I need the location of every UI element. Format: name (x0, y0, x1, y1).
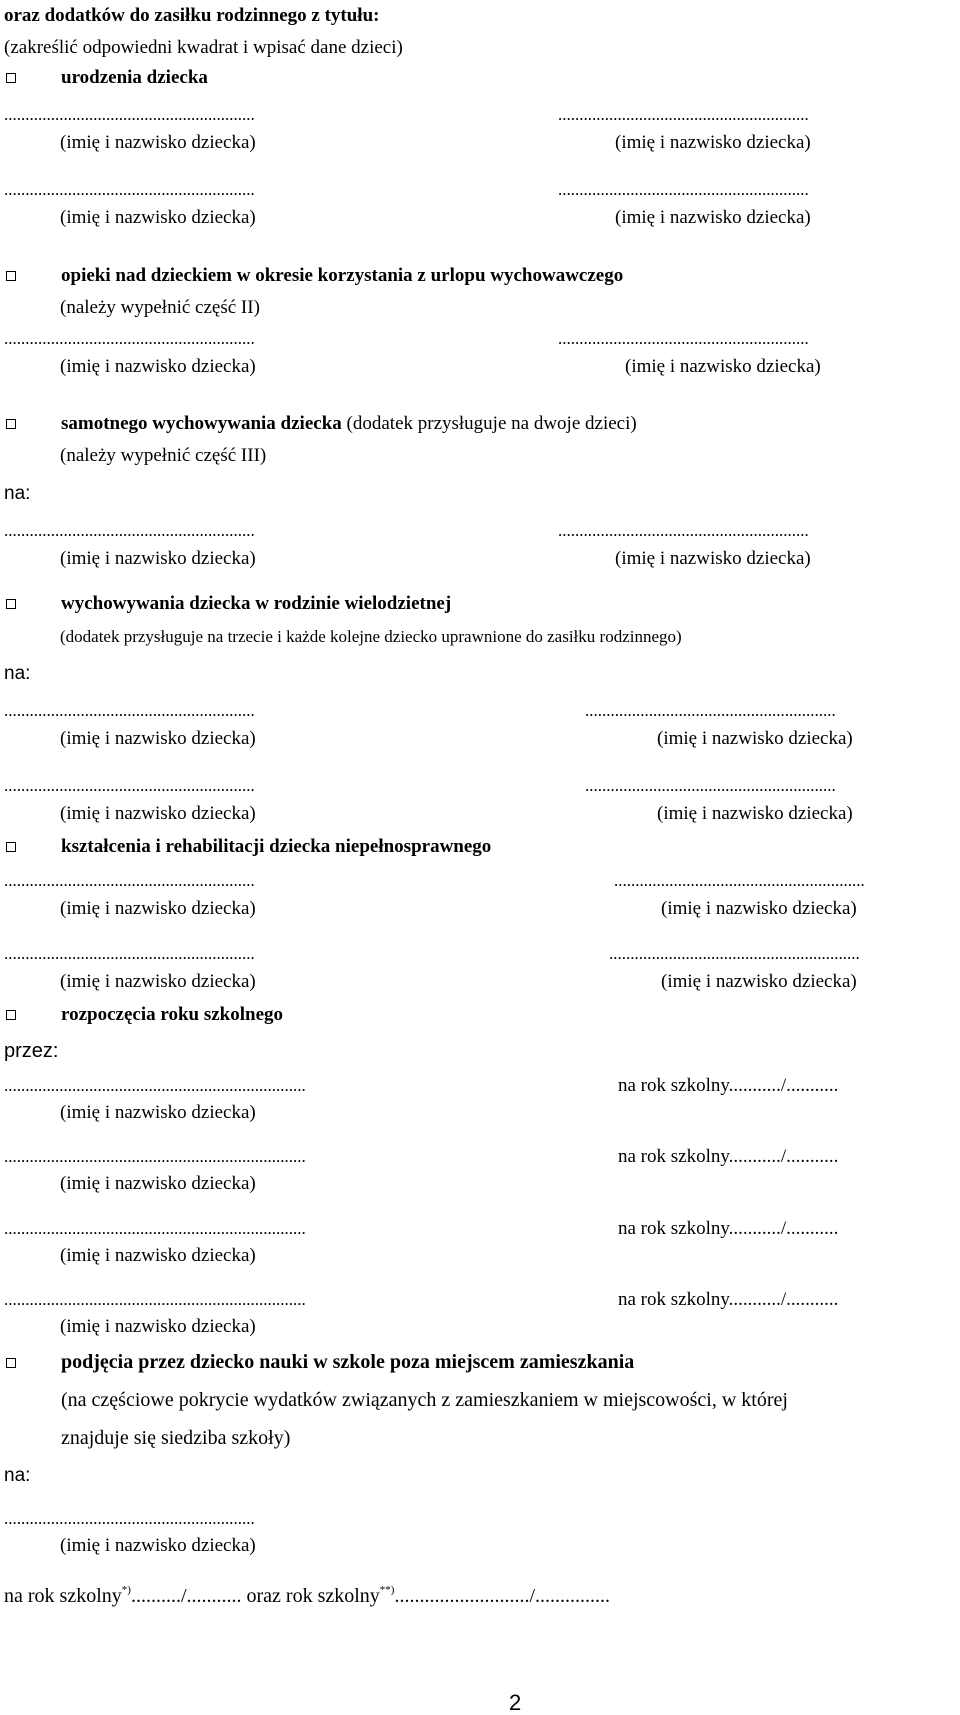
na-label: na: (4, 483, 31, 504)
dots-line: ........................................................... (4, 701, 255, 720)
child-name-label: (imię i nazwisko dziecka) (661, 898, 857, 919)
dots-line: ....................................................................... (4, 1219, 306, 1238)
footnote-mark-2: **) (379, 1584, 395, 1596)
dots-line: ........................................................... (614, 871, 865, 890)
child-name-label: (imię i nazwisko dziecka) (60, 548, 256, 569)
na-label: na: (4, 1465, 31, 1486)
dots-line: ........................................................... (4, 776, 255, 795)
section-title-single-parent: samotnego wychowywania dziecka (dodatek przysługuje na dwoje dzieci) (61, 413, 637, 434)
dots-line: ....................................................................... (4, 1076, 306, 1095)
checkbox-remote-school[interactable] (6, 1358, 16, 1368)
child-name-label: (imię i nazwisko dziecka) (625, 356, 821, 377)
child-name-label: (imię i nazwisko dziecka) (60, 1316, 256, 1337)
school-year-field: na rok szkolny.........../........... (618, 1218, 839, 1239)
school-year-field: na rok szkolny.........../........... (618, 1289, 839, 1310)
child-name-label: (imię i nazwisko dziecka) (60, 728, 256, 749)
section-note-remote-school: (na częściowe pokrycie wydatków związanych z zamieszkaniem w miejscowości, w której (61, 1389, 788, 1411)
dots-line: ........................................................... (585, 701, 836, 720)
child-name-label: (imię i nazwisko dziecka) (60, 1245, 256, 1266)
child-name-label: (imię i nazwisko dziecka) (661, 971, 857, 992)
section-title-large-family: wychowywania dziecka w rodzinie wielodzietnej (61, 593, 452, 614)
child-name-label: (imię i nazwisko dziecka) (657, 728, 853, 749)
child-name-label: (imię i nazwisko dziecka) (60, 1535, 256, 1556)
footnote-mark-1: *) (121, 1584, 131, 1596)
checkbox-disabled-child[interactable] (6, 842, 16, 852)
section-title-remote-school: podjęcia przez dziecko nauki w szkole poza miejscem zamieszkania (61, 1351, 635, 1373)
child-name-label: (imię i nazwisko dziecka) (60, 207, 256, 228)
przez-label: przez: (4, 1040, 59, 1062)
section-title-school-start: rozpoczęcia roku szkolnego (61, 1004, 283, 1025)
dots-line: ........................................................... (4, 944, 255, 963)
dots-line: ........................................................... (4, 871, 255, 890)
dots-line: ........................................................... (558, 521, 809, 540)
page-number: 2 (509, 1690, 522, 1715)
checkbox-care[interactable] (6, 271, 16, 281)
child-name-label: (imię i nazwisko dziecka) (60, 803, 256, 824)
instruction-text: (zakreślić odpowiedni kwadrat i wpisać dane dzieci) (4, 37, 403, 58)
child-name-label: (imię i nazwisko dziecka) (615, 548, 811, 569)
section-note-remote-school-cont: znajduje się siedziba szkoły) (61, 1427, 291, 1449)
child-name-label: (imię i nazwisko dziecka) (60, 1173, 256, 1194)
section-title-disabled-child: kształcenia i rehabilitacji dziecka niepełnosprawnego (61, 836, 492, 857)
checkbox-single-parent[interactable] (6, 419, 16, 429)
child-name-label: (imię i nazwisko dziecka) (60, 898, 256, 919)
dots-line: ........................................................... (558, 105, 809, 124)
child-name-label: (imię i nazwisko dziecka) (60, 1102, 256, 1123)
section-note-care: (należy wypełnić część II) (60, 297, 260, 318)
section-title-care: opieki nad dzieckiem w okresie korzystania z urlopu wychowawczego (61, 265, 624, 286)
dots-line: ....................................................................... (4, 1290, 306, 1309)
dots-line: ........................................................... (585, 776, 836, 795)
dots-line: ........................................................... (4, 105, 255, 124)
dots-line: ........................................................... (4, 180, 255, 199)
child-name-label: (imię i nazwisko dziecka) (60, 971, 256, 992)
child-name-label: (imię i nazwisko dziecka) (615, 207, 811, 228)
school-years-line: na rok szkolny*)........../........... oraz rok szkolny**).........................../............... (4, 1584, 611, 1607)
school-year-field: na rok szkolny.........../........... (618, 1146, 839, 1167)
school-year-field: na rok szkolny.........../........... (618, 1075, 839, 1096)
dots-line: ........................................................... (609, 944, 860, 963)
section-heading: oraz dodatków do zasiłku rodzinnego z tytułu: (4, 5, 380, 26)
na-label: na: (4, 663, 31, 684)
dots-line: ........................................................... (4, 329, 255, 348)
dots-line: ........................................................... (558, 329, 809, 348)
section-title-birth: urodzenia dziecka (61, 67, 208, 88)
dots-line: ........................................................... (4, 521, 255, 540)
checkbox-birth[interactable] (6, 73, 16, 83)
child-name-label: (imię i nazwisko dziecka) (657, 803, 853, 824)
child-name-label: (imię i nazwisko dziecka) (60, 132, 256, 153)
dots-line: ........................................................... (558, 180, 809, 199)
checkbox-school-start[interactable] (6, 1010, 16, 1020)
child-name-label: (imię i nazwisko dziecka) (60, 356, 256, 377)
section-note-large-family: (dodatek przysługuje na trzecie i każde kolejne dziecko uprawnione do zasiłku rodzinnego) (60, 627, 682, 646)
dots-line: ........................................................... (4, 1509, 255, 1528)
child-name-label: (imię i nazwisko dziecka) (615, 132, 811, 153)
section-note-single-parent: (należy wypełnić część III) (60, 445, 267, 466)
checkbox-large-family[interactable] (6, 599, 16, 609)
dots-line: ....................................................................... (4, 1147, 306, 1166)
